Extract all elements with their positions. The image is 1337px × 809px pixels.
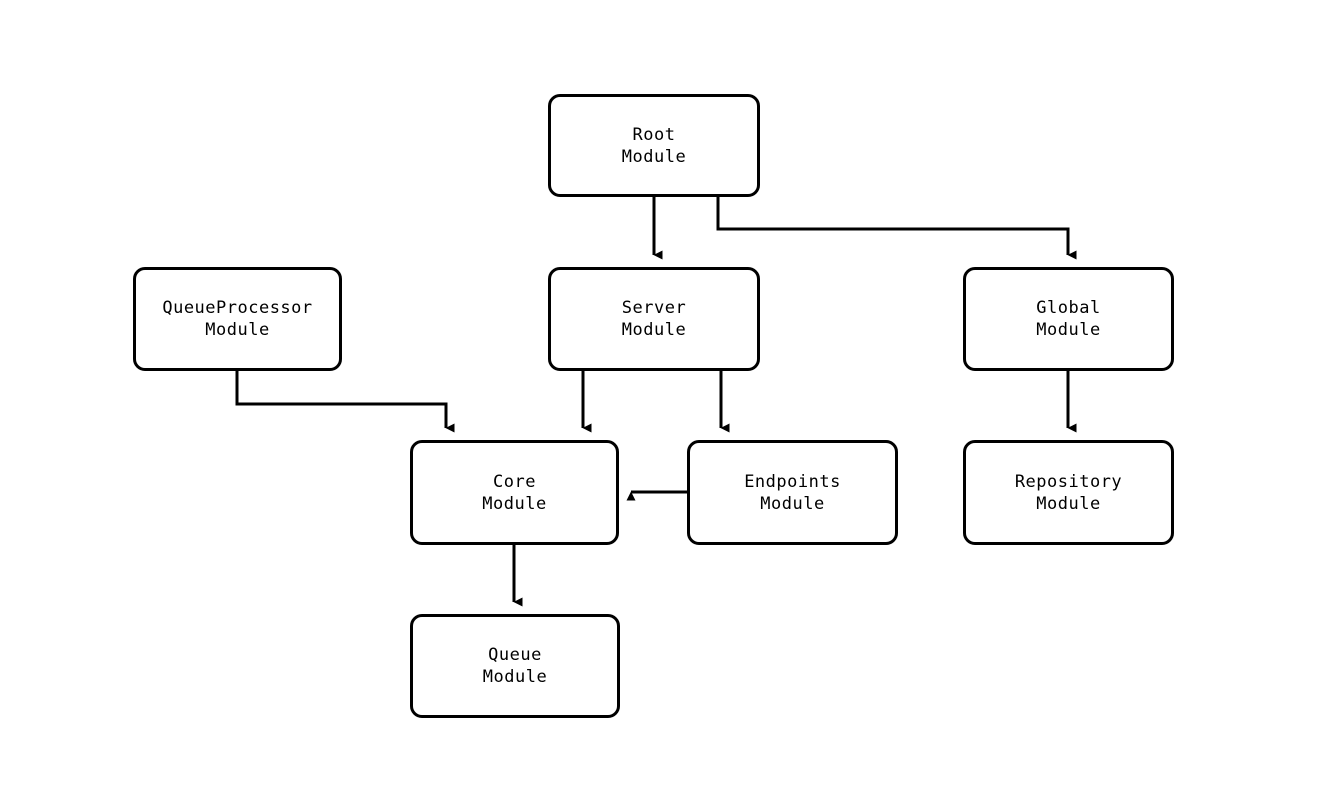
node-repository-module[interactable] [963,440,1174,545]
node-label-line1: Root [632,124,676,145]
node-queue-module[interactable] [410,614,620,718]
node-queueprocessor-module[interactable] [133,267,342,371]
node-label-line2: Module [482,493,547,514]
node-root-module[interactable] [548,94,760,197]
edge-root-to-global [718,197,1068,255]
node-label-line1: Server [621,298,687,318]
node-core-module[interactable] [410,440,619,545]
node-global-module[interactable] [963,267,1174,371]
node-label-line1: Core [493,471,536,492]
node-label-line2: Module [760,493,825,514]
node-server-module[interactable] [548,267,760,371]
node-endpoints-module[interactable] [687,440,898,545]
node-label-line2: Module [621,146,687,167]
node-label-line1: QueueProcessor [162,298,313,318]
node-label-line2: Module [482,667,548,687]
node-label-line2: Module [621,320,687,340]
node-label-line1: Repository [1014,471,1123,492]
node-label-line2: Module [1036,320,1101,340]
node-label-line2: Module [205,320,270,340]
edge-queueprocessor-to-core [237,371,446,428]
node-label-line1: Queue [488,645,542,665]
node-label-line1: Endpoints [744,471,841,492]
node-label-line1: Global [1036,298,1101,318]
node-label-line2: Module [1036,493,1101,514]
